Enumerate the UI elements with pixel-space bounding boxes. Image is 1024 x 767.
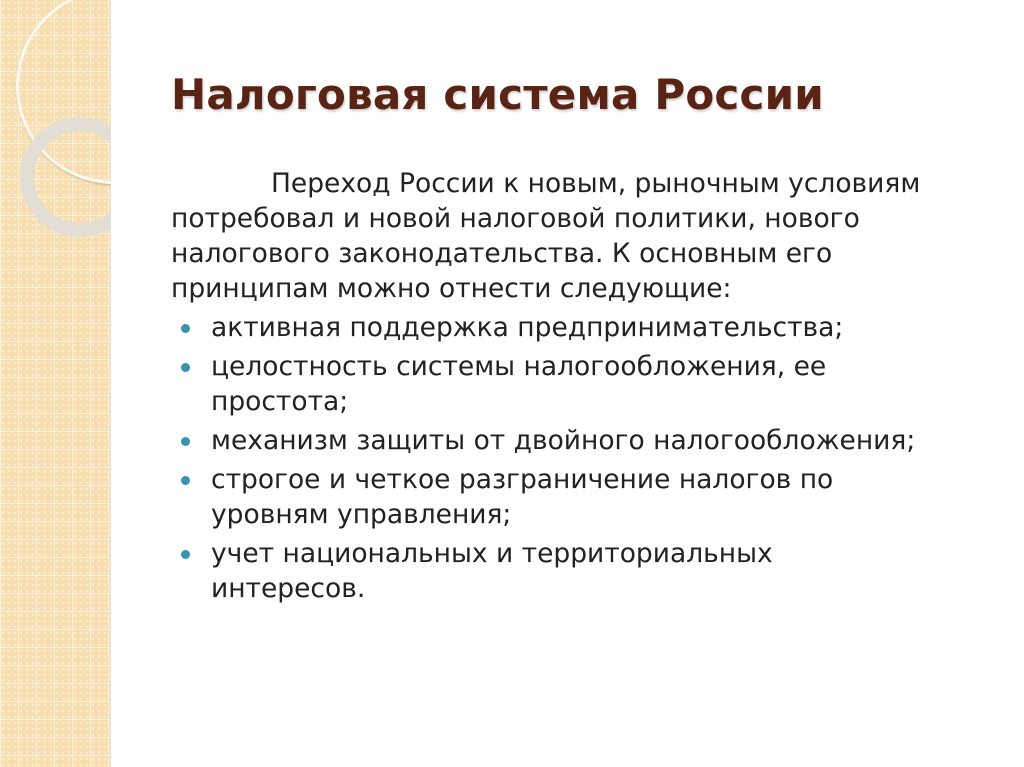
bullet-icon	[181, 324, 190, 333]
bullet-icon	[181, 550, 190, 559]
list-item	[171, 310, 920, 345]
list-item-text: целостность системы налогообложения, ее	[211, 351, 827, 382]
principles-list	[171, 310, 920, 606]
list-item	[171, 349, 920, 419]
list-item-text: простота;	[211, 386, 349, 417]
intro-line: налогового законодательства. К основным его	[171, 238, 833, 269]
bullet-icon	[181, 363, 190, 372]
decorative-sidebar	[0, 0, 111, 767]
slide-title: Налоговая система России	[171, 70, 824, 119]
slide-body	[171, 166, 920, 606]
bullet-icon	[181, 476, 190, 485]
list-item-text: механизм защиты от двойного налогообложения;	[211, 425, 916, 456]
list-item	[171, 423, 920, 458]
intro-line: Переход России к новым, рыночным условиям	[271, 168, 921, 199]
list-item-text: учет национальных и территориальных	[211, 538, 773, 569]
intro-line: принципам можно отнести следующие:	[171, 273, 732, 304]
list-item	[171, 536, 920, 606]
list-item-text: интересов.	[211, 573, 366, 604]
intro-line: потребовал и новой налоговой политики, нового	[171, 203, 860, 234]
list-item-text: активная поддержка предпринимательства;	[211, 312, 844, 343]
list-item-text: строгое и четкое разграничение налогов по	[211, 464, 834, 495]
bullet-icon	[181, 437, 190, 446]
list-item-text: уровням управления;	[211, 499, 512, 530]
list-item	[171, 462, 920, 532]
intro-paragraph	[171, 166, 920, 306]
